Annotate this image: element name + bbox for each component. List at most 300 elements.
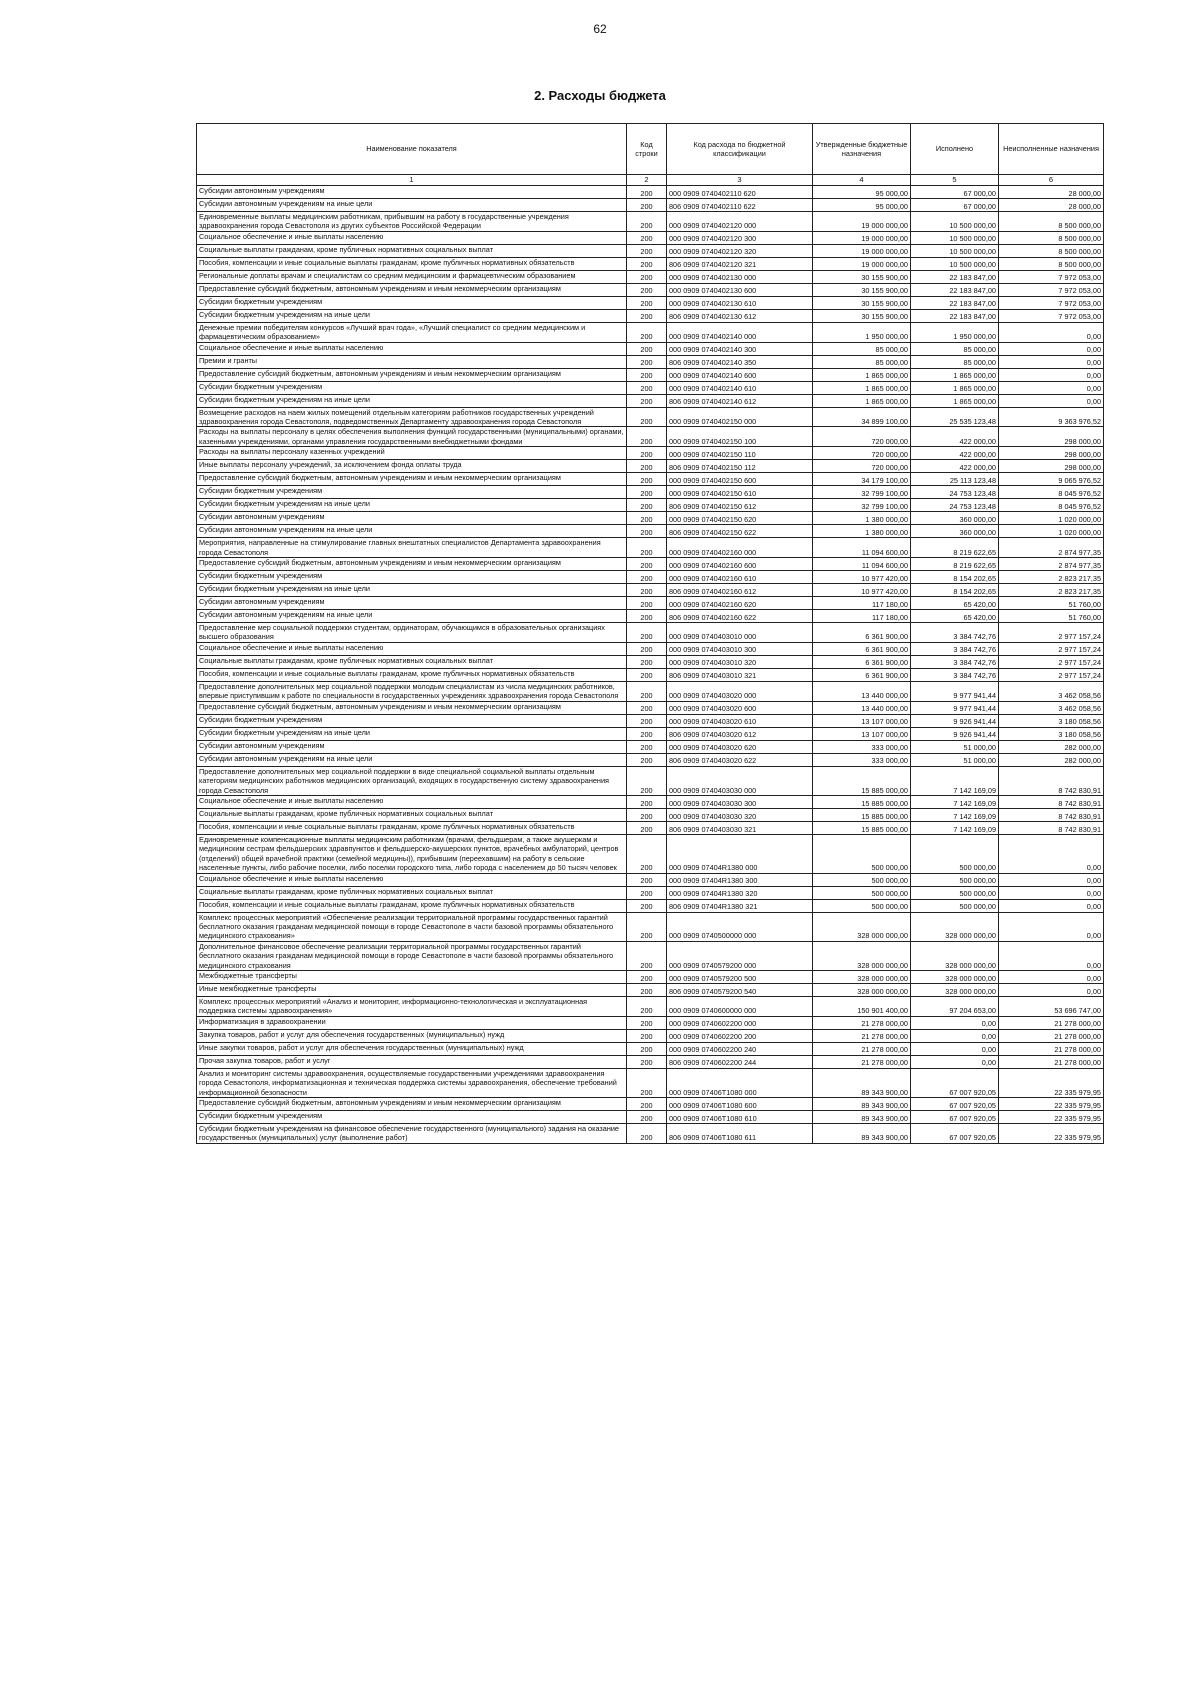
row-line-code: 200 <box>627 368 667 381</box>
row-unexecuted: 0,00 <box>999 381 1104 394</box>
row-executed: 422 000,00 <box>911 427 999 447</box>
table-row <box>197 1124 1104 1144</box>
row-approved: 500 000,00 <box>813 886 911 899</box>
table-row <box>197 753 1104 766</box>
row-line-code: 200 <box>627 355 667 368</box>
row-expense-code: 000 0909 0740600000 000 <box>667 996 813 1016</box>
row-name: Единовременные выплаты медицинским работникам, прибывшим на работу в государственные учреждения здравоохранения города Севастополя из других субъектов Российской Федерации <box>197 212 627 232</box>
row-expense-code: 000 0909 0740403010 300 <box>667 642 813 655</box>
expenses-table <box>196 123 1104 1144</box>
row-unexecuted: 1 020 000,00 <box>999 512 1104 525</box>
row-expense-code: 000 0909 0740402160 620 <box>667 597 813 610</box>
row-approved: 89 343 900,00 <box>813 1124 911 1144</box>
row-executed: 10 500 000,00 <box>911 212 999 232</box>
table-row <box>197 701 1104 714</box>
row-executed: 67 007 920,05 <box>911 1111 999 1124</box>
row-name: Субсидии бюджетным учреждениям на финансовое обеспечение государственного (муниципального) задания на оказание государственных (муниципальных) услуг (выполнение работ) <box>197 1124 627 1144</box>
table-row <box>197 186 1104 199</box>
row-unexecuted: 0,00 <box>999 322 1104 342</box>
row-name: Субсидии автономным учреждениям на иные цели <box>197 753 627 766</box>
row-approved: 1 380 000,00 <box>813 525 911 538</box>
row-approved: 1 865 000,00 <box>813 368 911 381</box>
table-body <box>197 186 1104 1144</box>
row-name: Субсидии бюджетным учреждениям на иные цели <box>197 499 627 512</box>
row-expense-code: 000 0909 0740602200 240 <box>667 1042 813 1055</box>
row-unexecuted: 2 823 217,35 <box>999 584 1104 597</box>
table-row <box>197 394 1104 407</box>
row-expense-code: 000 0909 0740403020 610 <box>667 714 813 727</box>
row-unexecuted: 8 500 000,00 <box>999 244 1104 257</box>
row-name: Иные выплаты персоналу учреждений, за исключением фонда оплаты труда <box>197 460 627 473</box>
row-name: Единовременные компенсационные выплаты медицинским работникам (врачам, фельдшерам, а также акушеркам и медицинским сестрам фельдшерских здравпунктов и фельдшерско-акушерских пунктов, врачебных амбулаторий, центров (отделений) общей врачебной практики (семейной медицины)), прибывшим (переехавшим) на работу в сельские населенные пункты, либо рабочие поселки, либо поселки городского типа, либо города с населением до 50 тысяч человек <box>197 834 627 873</box>
row-line-code: 200 <box>627 996 667 1016</box>
row-line-code: 200 <box>627 584 667 597</box>
table-row <box>197 766 1104 795</box>
table-row <box>197 355 1104 368</box>
row-executed: 328 000 000,00 <box>911 912 999 941</box>
row-executed: 0,00 <box>911 1016 999 1029</box>
row-unexecuted: 7 972 053,00 <box>999 270 1104 283</box>
table-row <box>197 1029 1104 1042</box>
header-name: Наименование показателя <box>197 124 627 175</box>
row-approved: 19 000 000,00 <box>813 212 911 232</box>
row-approved: 21 278 000,00 <box>813 1016 911 1029</box>
table-row <box>197 342 1104 355</box>
row-name: Социальные выплаты гражданам, кроме публичных нормативных социальных выплат <box>197 244 627 257</box>
row-approved: 15 885 000,00 <box>813 808 911 821</box>
row-approved: 1 865 000,00 <box>813 381 911 394</box>
table-row <box>197 642 1104 655</box>
row-line-code: 200 <box>627 473 667 486</box>
row-approved: 21 278 000,00 <box>813 1042 911 1055</box>
table-row <box>197 1098 1104 1111</box>
table-row <box>197 808 1104 821</box>
row-expense-code: 000 0909 0740403020 600 <box>667 701 813 714</box>
row-expense-code: 000 0909 0740402150 100 <box>667 427 813 447</box>
row-unexecuted: 0,00 <box>999 899 1104 912</box>
row-expense-code: 000 0909 0740402140 300 <box>667 342 813 355</box>
row-unexecuted: 8 045 976,52 <box>999 486 1104 499</box>
column-number: 6 <box>999 175 1104 186</box>
table-row <box>197 368 1104 381</box>
row-line-code: 200 <box>627 427 667 447</box>
row-unexecuted: 298 000,00 <box>999 460 1104 473</box>
row-line-code: 200 <box>627 701 667 714</box>
table-row <box>197 525 1104 538</box>
row-expense-code: 000 0909 0740500000 000 <box>667 912 813 941</box>
row-name: Субсидии автономным учреждениям <box>197 740 627 753</box>
row-approved: 32 799 100,00 <box>813 499 911 512</box>
row-expense-code: 806 0909 0740402160 612 <box>667 584 813 597</box>
row-name: Премии и гранты <box>197 355 627 368</box>
row-executed: 51 000,00 <box>911 753 999 766</box>
row-approved: 720 000,00 <box>813 447 911 460</box>
table-row <box>197 912 1104 941</box>
row-executed: 67 000,00 <box>911 186 999 199</box>
row-unexecuted: 8 742 830,91 <box>999 766 1104 795</box>
row-expense-code: 806 0909 0740402110 622 <box>667 199 813 212</box>
row-executed: 9 926 941,44 <box>911 727 999 740</box>
row-executed: 8 154 202,65 <box>911 584 999 597</box>
row-approved: 89 343 900,00 <box>813 1098 911 1111</box>
table-row <box>197 1042 1104 1055</box>
row-approved: 6 361 900,00 <box>813 623 911 643</box>
row-expense-code: 000 0909 0740602200 200 <box>667 1029 813 1042</box>
row-expense-code: 806 0909 0740402140 350 <box>667 355 813 368</box>
row-name: Социальные выплаты гражданам, кроме публичных нормативных социальных выплат <box>197 886 627 899</box>
table-row <box>197 486 1104 499</box>
row-approved: 30 155 900,00 <box>813 296 911 309</box>
row-executed: 10 500 000,00 <box>911 231 999 244</box>
row-line-code: 200 <box>627 808 667 821</box>
table-row <box>197 1016 1104 1029</box>
row-unexecuted: 53 696 747,00 <box>999 996 1104 1016</box>
row-expense-code: 000 0909 0740402160 610 <box>667 571 813 584</box>
row-expense-code: 806 0909 0740402150 112 <box>667 460 813 473</box>
row-expense-code: 000 0909 0740403010 000 <box>667 623 813 643</box>
row-approved: 95 000,00 <box>813 199 911 212</box>
row-approved: 85 000,00 <box>813 355 911 368</box>
row-executed: 3 384 742,76 <box>911 655 999 668</box>
row-name: Предоставление субсидий бюджетным, автономным учреждениям и иным некоммерческим организациям <box>197 473 627 486</box>
row-expense-code: 806 0909 0740403020 622 <box>667 753 813 766</box>
row-unexecuted: 2 874 977,35 <box>999 538 1104 558</box>
row-line-code: 200 <box>627 283 667 296</box>
row-approved: 500 000,00 <box>813 899 911 912</box>
column-number-row <box>197 175 1104 186</box>
table-row <box>197 740 1104 753</box>
row-unexecuted: 298 000,00 <box>999 427 1104 447</box>
row-executed: 22 183 847,00 <box>911 309 999 322</box>
row-executed: 1 865 000,00 <box>911 381 999 394</box>
row-approved: 6 361 900,00 <box>813 642 911 655</box>
row-unexecuted: 8 742 830,91 <box>999 821 1104 834</box>
row-unexecuted: 0,00 <box>999 873 1104 886</box>
row-line-code: 200 <box>627 714 667 727</box>
table-row <box>197 296 1104 309</box>
row-line-code: 200 <box>627 342 667 355</box>
column-number: 2 <box>627 175 667 186</box>
row-approved: 1 865 000,00 <box>813 394 911 407</box>
row-line-code: 200 <box>627 727 667 740</box>
row-line-code: 200 <box>627 270 667 283</box>
row-expense-code: 000 0909 0740402160 000 <box>667 538 813 558</box>
row-name: Мероприятия, направленные на стимулирование главных внештатных специалистов Департамента здравоохранения города Севастополя <box>197 538 627 558</box>
table-row <box>197 512 1104 525</box>
row-unexecuted: 9 363 976,52 <box>999 407 1104 427</box>
table-row <box>197 473 1104 486</box>
row-unexecuted: 1 020 000,00 <box>999 525 1104 538</box>
row-expense-code: 000 0909 0740402130 610 <box>667 296 813 309</box>
column-number: 4 <box>813 175 911 186</box>
row-name: Предоставление дополнительных мер социальной поддержки молодым специалистам из числа медицинских работников, впервые приступившим к работе по специальности в государственных учреждениях здравоохранения города Севастополя <box>197 681 627 701</box>
row-unexecuted: 7 972 053,00 <box>999 309 1104 322</box>
row-expense-code: 000 0909 0740402150 610 <box>667 486 813 499</box>
row-line-code: 200 <box>627 231 667 244</box>
row-executed: 360 000,00 <box>911 512 999 525</box>
row-name: Предоставление субсидий бюджетным, автономным учреждениям и иным некоммерческим организациям <box>197 701 627 714</box>
row-expense-code: 000 0909 0740403020 000 <box>667 681 813 701</box>
section-title: 2. Расходы бюджета <box>534 88 666 103</box>
row-approved: 500 000,00 <box>813 834 911 873</box>
row-expense-code: 000 0909 0740402160 600 <box>667 558 813 571</box>
row-name: Денежные премии победителям конкурсов «Лучший врач года», «Лучший специалист со средним медицинским и фармацевтическим образованием» <box>197 322 627 342</box>
row-executed: 1 865 000,00 <box>911 394 999 407</box>
row-line-code: 200 <box>627 186 667 199</box>
row-name: Предоставление дополнительных мер социальной поддержки в виде специальной социальной выплаты отдельным категориям медицинских работников медицинских организаций, входящих в государственную систему здравоохранения города Севастополя <box>197 766 627 795</box>
table-row <box>197 558 1104 571</box>
table-row <box>197 571 1104 584</box>
row-approved: 1 950 000,00 <box>813 322 911 342</box>
row-executed: 7 142 169,09 <box>911 766 999 795</box>
row-executed: 22 183 847,00 <box>911 296 999 309</box>
header-line-code: Код строки <box>627 124 667 175</box>
row-unexecuted: 3 462 058,56 <box>999 681 1104 701</box>
row-name: Субсидии автономным учреждениям на иные цели <box>197 525 627 538</box>
row-executed: 328 000 000,00 <box>911 970 999 983</box>
row-name: Прочая закупка товаров, работ и услуг <box>197 1055 627 1068</box>
row-expense-code: 000 0909 0740403030 000 <box>667 766 813 795</box>
row-unexecuted: 21 278 000,00 <box>999 1029 1104 1042</box>
row-unexecuted: 22 335 979,95 <box>999 1111 1104 1124</box>
table-row <box>197 257 1104 270</box>
row-unexecuted: 7 972 053,00 <box>999 283 1104 296</box>
row-line-code: 200 <box>627 668 667 681</box>
row-expense-code: 806 0909 0740402140 612 <box>667 394 813 407</box>
table-row <box>197 407 1104 427</box>
row-executed: 8 219 622,65 <box>911 558 999 571</box>
row-unexecuted: 0,00 <box>999 368 1104 381</box>
row-expense-code: 806 0909 07404R1380 321 <box>667 899 813 912</box>
table-row <box>197 322 1104 342</box>
row-expense-code: 000 0909 0740402130 000 <box>667 270 813 283</box>
row-approved: 1 380 000,00 <box>813 512 911 525</box>
row-approved: 333 000,00 <box>813 753 911 766</box>
row-expense-code: 000 0909 0740402140 600 <box>667 368 813 381</box>
row-approved: 11 094 600,00 <box>813 558 911 571</box>
row-unexecuted: 51 760,00 <box>999 610 1104 623</box>
table-row <box>197 244 1104 257</box>
table-row <box>197 499 1104 512</box>
row-name: Комплекс процессных мероприятий «Анализ и мониторинг, информационно-технологическая и эксплуатационная поддержка системы здравоохранения» <box>197 996 627 1016</box>
table-row <box>197 199 1104 212</box>
row-name: Субсидии бюджетным учреждениям на иные цели <box>197 309 627 322</box>
row-approved: 720 000,00 <box>813 460 911 473</box>
row-executed: 9 977 941,44 <box>911 701 999 714</box>
row-name: Социальное обеспечение и иные выплаты населению <box>197 795 627 808</box>
row-executed: 65 420,00 <box>911 597 999 610</box>
row-name: Субсидии бюджетным учреждениям на иные цели <box>197 584 627 597</box>
row-approved: 21 278 000,00 <box>813 1055 911 1068</box>
row-expense-code: 000 0909 0740402140 000 <box>667 322 813 342</box>
row-expense-code: 806 0909 0740402150 612 <box>667 499 813 512</box>
row-name: Пособия, компенсации и иные социальные выплаты гражданам, кроме публичных нормативных обязательств <box>197 821 627 834</box>
row-executed: 7 142 169,09 <box>911 821 999 834</box>
table-row <box>197 427 1104 447</box>
page-number: 62 <box>593 22 607 36</box>
row-line-code: 200 <box>627 970 667 983</box>
row-approved: 15 885 000,00 <box>813 795 911 808</box>
row-executed: 67 007 920,05 <box>911 1098 999 1111</box>
row-executed: 328 000 000,00 <box>911 941 999 970</box>
row-approved: 6 361 900,00 <box>813 668 911 681</box>
row-approved: 21 278 000,00 <box>813 1029 911 1042</box>
row-approved: 89 343 900,00 <box>813 1068 911 1097</box>
row-line-code: 200 <box>627 1098 667 1111</box>
row-expense-code: 000 0909 0740403020 620 <box>667 740 813 753</box>
table-row <box>197 970 1104 983</box>
row-executed: 25 113 123,48 <box>911 473 999 486</box>
row-expense-code: 806 0909 07406Т1080 611 <box>667 1124 813 1144</box>
row-executed: 9 926 941,44 <box>911 714 999 727</box>
row-expense-code: 806 0909 0740403020 612 <box>667 727 813 740</box>
table-row <box>197 727 1104 740</box>
row-name: Субсидии бюджетным учреждениям <box>197 571 627 584</box>
header-executed: Исполнено <box>911 124 999 175</box>
row-line-code: 200 <box>627 486 667 499</box>
row-name: Социальное обеспечение и иные выплаты населению <box>197 642 627 655</box>
row-line-code: 200 <box>627 655 667 668</box>
row-approved: 720 000,00 <box>813 427 911 447</box>
table-row <box>197 447 1104 460</box>
row-expense-code: 000 0909 0740402150 110 <box>667 447 813 460</box>
row-line-code: 200 <box>627 538 667 558</box>
row-approved: 13 440 000,00 <box>813 681 911 701</box>
row-executed: 0,00 <box>911 1042 999 1055</box>
row-expense-code: 000 0909 0740402150 600 <box>667 473 813 486</box>
row-name: Субсидии автономным учреждениям на иные цели <box>197 199 627 212</box>
row-approved: 89 343 900,00 <box>813 1111 911 1124</box>
row-executed: 85 000,00 <box>911 355 999 368</box>
row-name: Субсидии бюджетным учреждениям <box>197 381 627 394</box>
row-unexecuted: 282 000,00 <box>999 740 1104 753</box>
row-unexecuted: 2 977 157,24 <box>999 642 1104 655</box>
row-name: Субсидии бюджетным учреждениям на иные цели <box>197 394 627 407</box>
row-executed: 500 000,00 <box>911 834 999 873</box>
row-unexecuted: 2 977 157,24 <box>999 655 1104 668</box>
row-line-code: 200 <box>627 753 667 766</box>
row-expense-code: 000 0909 0740402130 600 <box>667 283 813 296</box>
row-line-code: 200 <box>627 642 667 655</box>
row-approved: 11 094 600,00 <box>813 538 911 558</box>
row-line-code: 200 <box>627 766 667 795</box>
row-expense-code: 000 0909 0740402150 620 <box>667 512 813 525</box>
row-expense-code: 000 0909 0740402140 610 <box>667 381 813 394</box>
row-name: Социальные выплаты гражданам, кроме публичных нормативных социальных выплат <box>197 655 627 668</box>
row-name: Социальное обеспечение и иные выплаты населению <box>197 231 627 244</box>
table-row <box>197 597 1104 610</box>
row-line-code: 200 <box>627 1016 667 1029</box>
row-name: Субсидии бюджетным учреждениям <box>197 486 627 499</box>
row-unexecuted: 8 742 830,91 <box>999 795 1104 808</box>
row-executed: 360 000,00 <box>911 525 999 538</box>
row-approved: 95 000,00 <box>813 186 911 199</box>
table-row <box>197 538 1104 558</box>
row-name: Информатизация в здравоохранении <box>197 1016 627 1029</box>
row-unexecuted: 22 335 979,95 <box>999 1098 1104 1111</box>
row-expense-code: 806 0909 0740402130 612 <box>667 309 813 322</box>
table-row <box>197 1068 1104 1097</box>
row-line-code: 200 <box>627 610 667 623</box>
row-expense-code: 000 0909 07406Т1080 600 <box>667 1098 813 1111</box>
row-line-code: 200 <box>627 623 667 643</box>
table-row <box>197 309 1104 322</box>
header-approved: Утвержденные бюджетные назначения <box>813 124 911 175</box>
row-unexecuted: 51 760,00 <box>999 597 1104 610</box>
row-expense-code: 000 0909 07406Т1080 000 <box>667 1068 813 1097</box>
row-name: Региональные доплаты врачам и специалистам со средним медицинским и фармацевтическим образованием <box>197 270 627 283</box>
row-unexecuted: 21 278 000,00 <box>999 1055 1104 1068</box>
row-name: Пособия, компенсации и иные социальные выплаты гражданам, кроме публичных нормативных обязательств <box>197 899 627 912</box>
row-expense-code: 000 0909 0740579200 500 <box>667 970 813 983</box>
row-name: Субсидии бюджетным учреждениям <box>197 296 627 309</box>
row-name: Субсидии бюджетным учреждениям на иные цели <box>197 727 627 740</box>
row-name: Предоставление субсидий бюджетным, автономным учреждениям и иным некоммерческим организациям <box>197 558 627 571</box>
row-name: Субсидии бюджетным учреждениям <box>197 714 627 727</box>
row-expense-code: 000 0909 0740403010 320 <box>667 655 813 668</box>
row-executed: 65 420,00 <box>911 610 999 623</box>
table-row <box>197 983 1104 996</box>
table-row <box>197 1055 1104 1068</box>
row-unexecuted: 282 000,00 <box>999 753 1104 766</box>
row-line-code: 200 <box>627 1124 667 1144</box>
row-unexecuted: 0,00 <box>999 355 1104 368</box>
row-name: Предоставление субсидий бюджетным, автономным учреждениям и иным некоммерческим организациям <box>197 283 627 296</box>
row-line-code: 200 <box>627 322 667 342</box>
row-approved: 117 180,00 <box>813 597 911 610</box>
table-row <box>197 873 1104 886</box>
row-name: Межбюджетные трансферты <box>197 970 627 983</box>
row-unexecuted: 2 874 977,35 <box>999 558 1104 571</box>
table-row <box>197 381 1104 394</box>
row-expense-code: 000 0909 0740403030 320 <box>667 808 813 821</box>
row-unexecuted: 2 977 157,24 <box>999 623 1104 643</box>
row-line-code: 200 <box>627 525 667 538</box>
row-name: Закупка товаров, работ и услуг для обеспечения государственных (муниципальных) нужд <box>197 1029 627 1042</box>
header-expense-code: Код расхода по бюджетной классификации <box>667 124 813 175</box>
row-name: Субсидии автономным учреждениям <box>197 512 627 525</box>
row-line-code: 200 <box>627 1029 667 1042</box>
row-unexecuted: 22 335 979,95 <box>999 1068 1104 1097</box>
row-executed: 500 000,00 <box>911 886 999 899</box>
row-expense-code: 000 0909 0740602200 000 <box>667 1016 813 1029</box>
row-unexecuted: 28 000,00 <box>999 186 1104 199</box>
column-number: 1 <box>197 175 627 186</box>
row-name: Дополнительное финансовое обеспечение реализации территориальной программы государственных гарантий бесплатного оказания гражданам медицинской помощи в городе Севастополе в части базовой программы обязательного медицинского страхования <box>197 941 627 970</box>
row-approved: 10 977 420,00 <box>813 584 911 597</box>
table-row <box>197 212 1104 232</box>
row-approved: 13 440 000,00 <box>813 701 911 714</box>
row-executed: 51 000,00 <box>911 740 999 753</box>
column-number: 5 <box>911 175 999 186</box>
table-row <box>197 681 1104 701</box>
row-name: Анализ и мониторинг системы здравоохранения, осуществляемые государственными учреждениями здравоохранения города Севастополя, информатизационная и техническая поддержка системы здравоохранения, обеспечение требований информационной безопасности <box>197 1068 627 1097</box>
row-line-code: 200 <box>627 681 667 701</box>
row-line-code: 200 <box>627 309 667 322</box>
row-executed: 67 007 920,05 <box>911 1124 999 1144</box>
row-unexecuted: 2 823 217,35 <box>999 571 1104 584</box>
row-approved: 500 000,00 <box>813 873 911 886</box>
row-executed: 500 000,00 <box>911 899 999 912</box>
row-line-code: 200 <box>627 296 667 309</box>
row-expense-code: 000 0909 0740402120 000 <box>667 212 813 232</box>
row-line-code: 200 <box>627 460 667 473</box>
row-expense-code: 000 0909 07404R1380 320 <box>667 886 813 899</box>
row-approved: 328 000 000,00 <box>813 983 911 996</box>
row-line-code: 200 <box>627 1068 667 1097</box>
row-expense-code: 806 0909 0740602200 244 <box>667 1055 813 1068</box>
row-name: Расходы на выплаты персоналу казенных учреждений <box>197 447 627 460</box>
